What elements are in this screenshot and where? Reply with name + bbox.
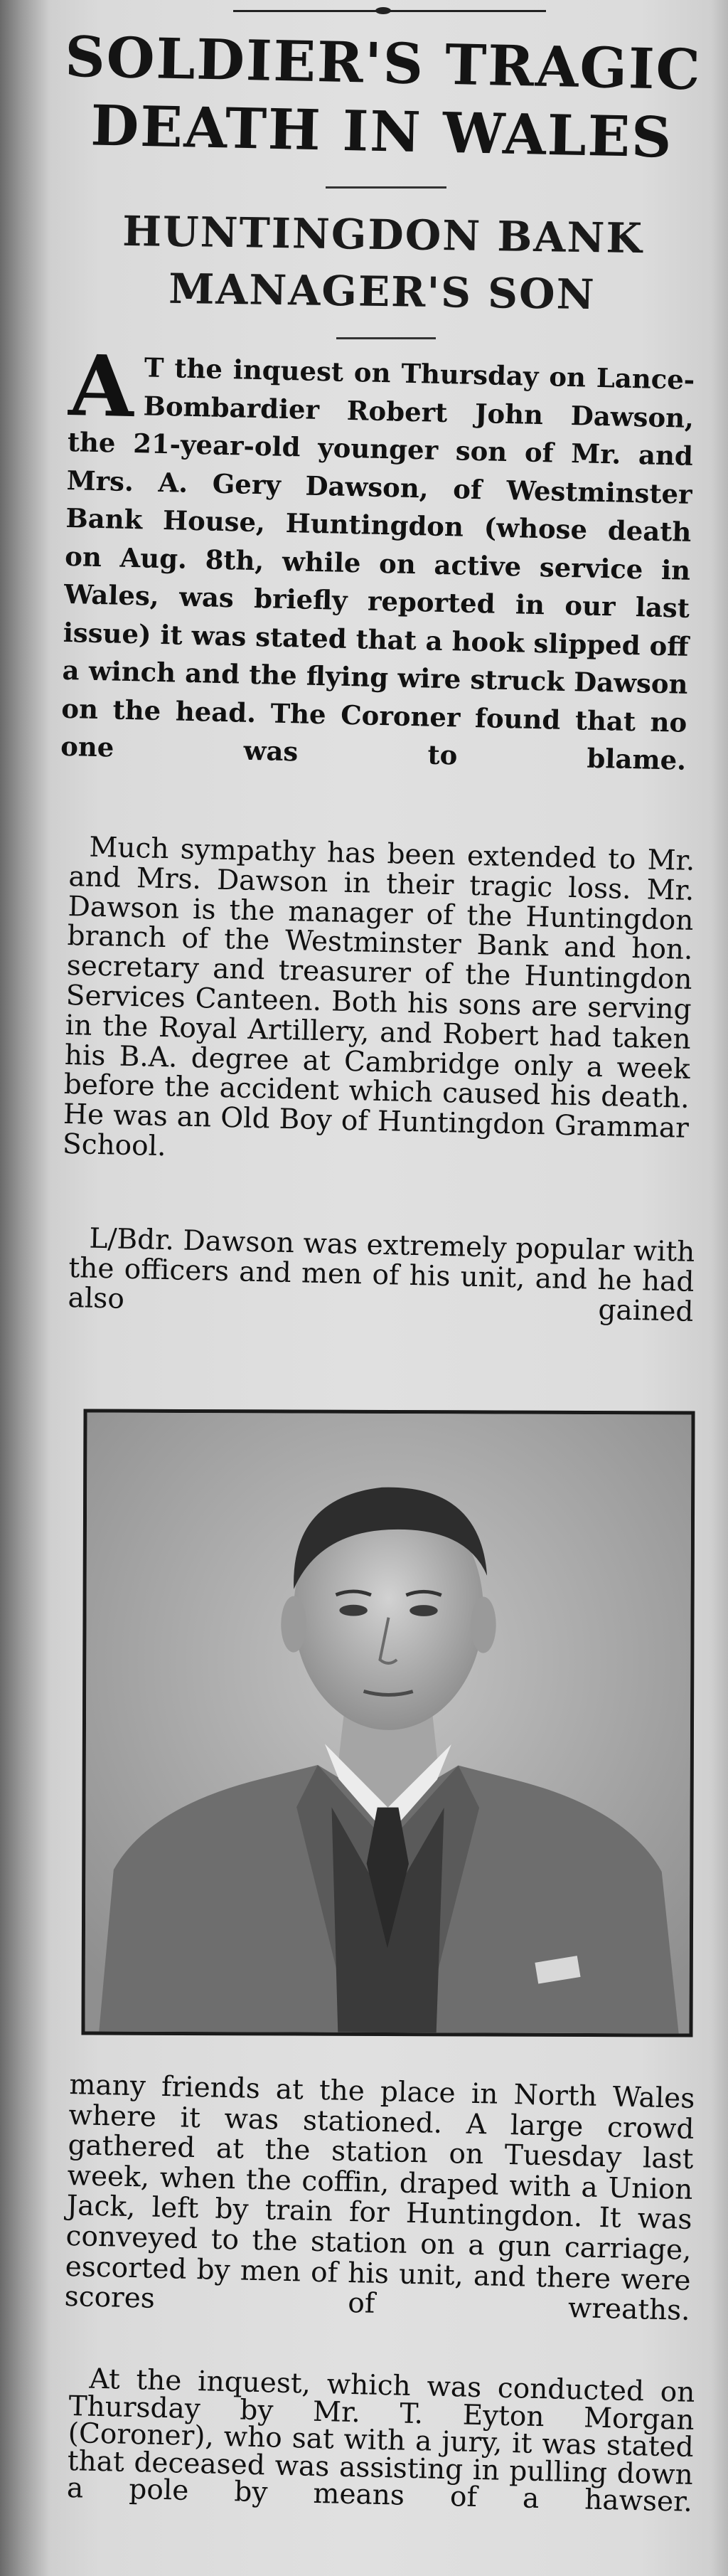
top-ornament-rule (233, 10, 546, 12)
drop-cap: A (68, 336, 135, 437)
article-column (55, 0, 710, 2576)
headline: SOLDIER'S TRAGIC DEATH IN WALES (64, 24, 702, 171)
subheadline: HUNTINGDON BANK MANAGER'S SON (122, 206, 644, 319)
paragraph-inquest: At the inquest, which was conducted on Thursday by Mr. T. Eyton Morgan (Coroner), who sat with a jury, it was stated that deceased was assisting in pulling down a pole by means of a hawser. (66, 2363, 695, 2518)
lead-paragraph (60, 336, 695, 780)
lead-paragraph-text: T the inquest on Thursday on Lance-Bombardier Robert John Dawson, the 21-year-old younger son of Mr. and Mrs. A. Gery Dawson, of Westminster Bank House, Huntingdon (whose death on Aug. 8th, while on active service in Wales, was briefly reported in our last issue) it was stated that a hook slipped off a winch and the flying wire struck Dawson on the head. The Coroner found that no one was to blame. (60, 351, 695, 776)
paragraph-funeral: many friends at the place in North Wales where it was stationed. A large crowd gathered at the station on Tuesday last week, when the coffin, draped with a Union Jack, left by train for Huntingdon. It was conveyed to the station on a gun carriage, escorted by men of his unit, and there were scores of wreaths. (64, 2069, 695, 2328)
portrait-photo (81, 1409, 695, 2037)
paragraph-popularity: L/Bdr. Dawson was extremely popular with the officers and men of his unit, and he had also gained (68, 1222, 695, 1328)
portrait-image (85, 1413, 691, 2034)
paragraph-sympathy: Much sympathy has been extended to Mr. and Mrs. Dawson in their tragic loss. Mr. Dawson is the manager of the Huntingdon branch of the Westminster Bank and hon. secretary and treasurer of the Huntingdon Services Canteen. Both his sons are serving in the Royal Artillery, and Robert had taken his B.A. degree at Cambridge only a week before the accident which caused his death. He was an Old Boy of Huntingdon Grammar School. (62, 831, 695, 1163)
headline-divider (326, 186, 446, 189)
subheadline-divider (336, 337, 436, 339)
